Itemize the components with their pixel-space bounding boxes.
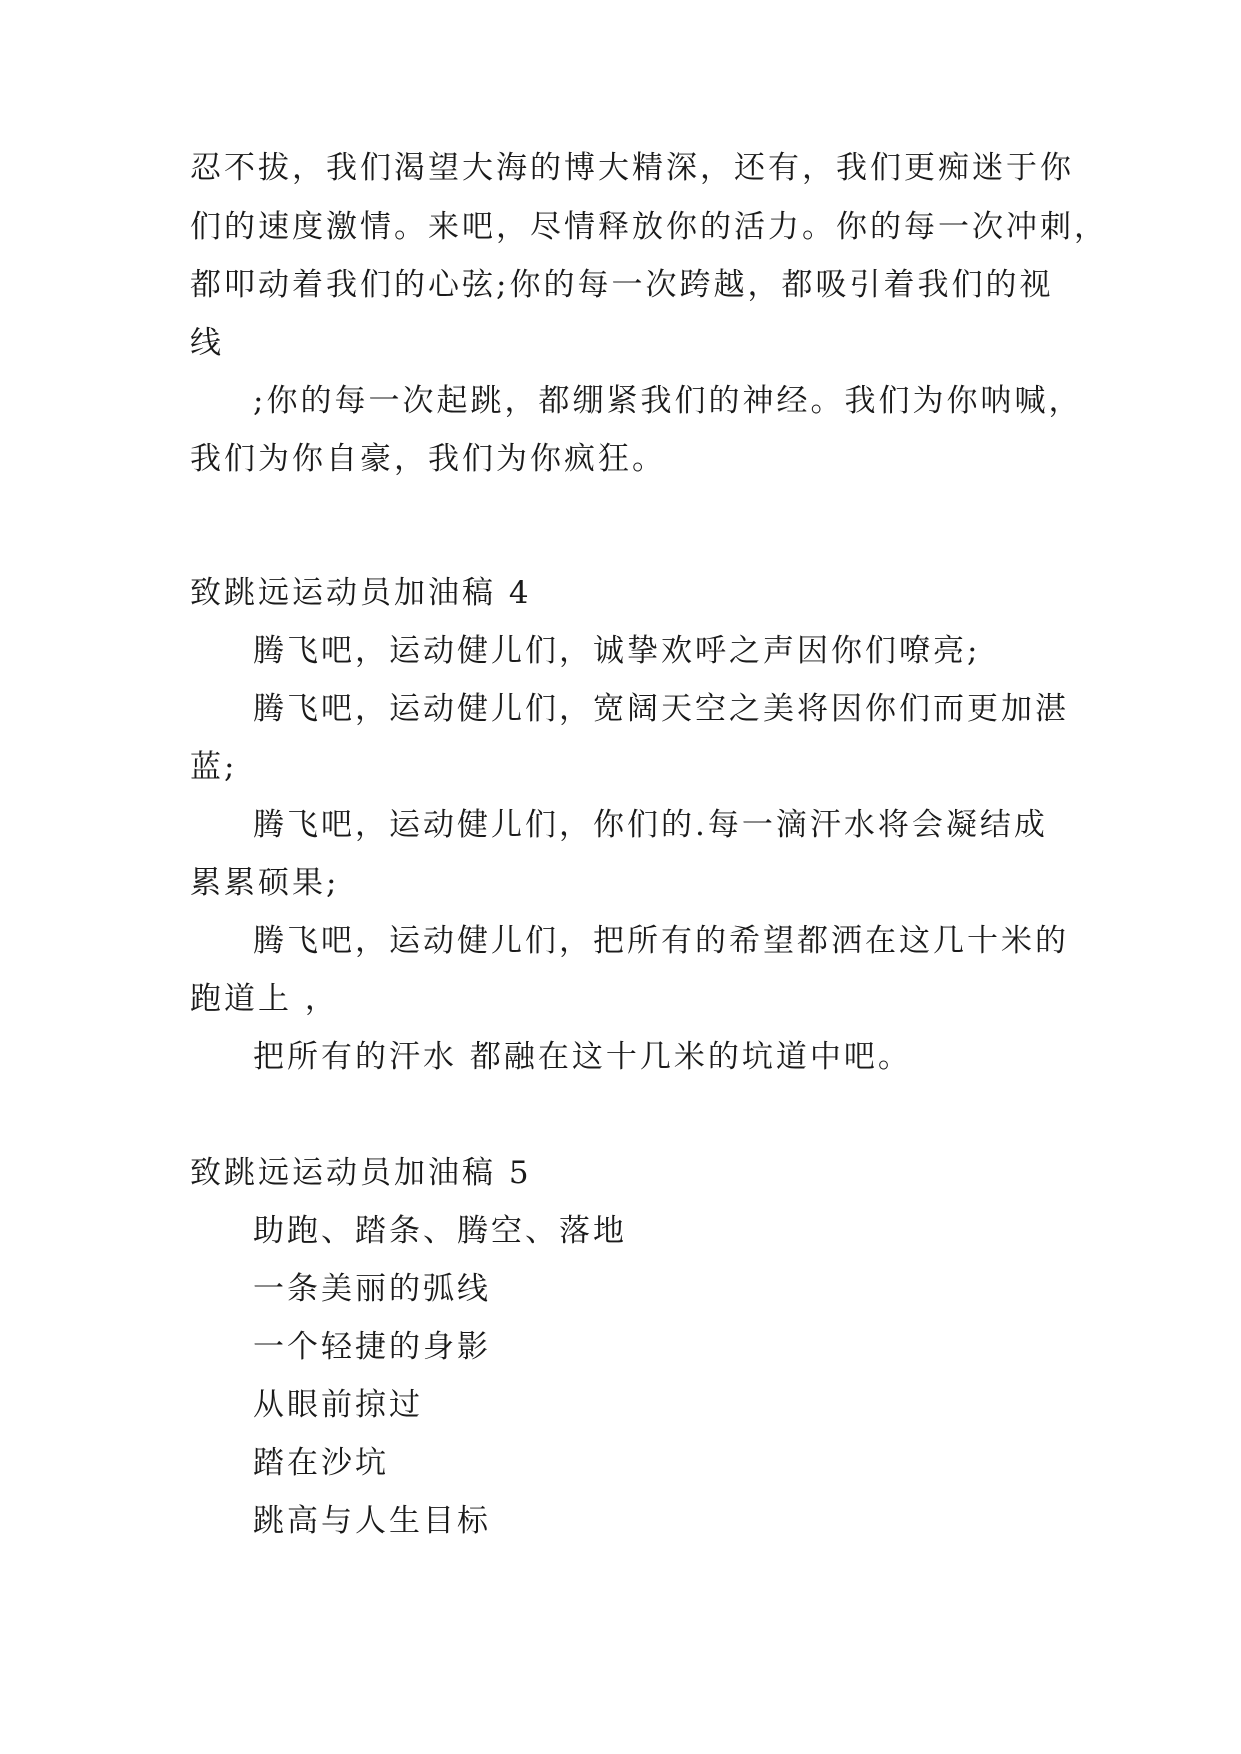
paragraph-line: 腾飞吧，运动健儿们，你们的.每一滴汗水将会凝结成 [253, 807, 1048, 843]
paragraph-line: 跳高与人生目标 [253, 1503, 491, 1539]
paragraph-line: 们的速度激情。来吧，尽情释放你的活力。你的每一次冲刺， [190, 209, 1108, 245]
paragraph-line: 腾飞吧，运动健儿们，把所有的希望都洒在这几十米的 [253, 923, 1069, 959]
paragraph-line: ;你的每一次起跳，都绷紧我们的神经。我们为你呐喊， [253, 383, 1083, 419]
paragraph-line: 一个轻捷的身影 [253, 1329, 491, 1365]
paragraph-line: 从眼前掠过 [253, 1387, 423, 1423]
paragraph-line: 跑道上 ， [190, 981, 339, 1017]
paragraph-line: 我们为你自豪，我们为你疯狂。 [190, 441, 666, 477]
paragraph-line: 踏在沙坑 [253, 1445, 389, 1481]
paragraph-line: 蓝; [190, 749, 238, 785]
paragraph-line: 一条美丽的弧线 [253, 1271, 491, 1307]
paragraph-line: 助跑、踏条、腾空、落地 [253, 1213, 627, 1249]
paragraph-line: 累累硕果; [190, 865, 340, 901]
paragraph-line: 忍不拔，我们渴望大海的博大精深，还有，我们更痴迷于你 [190, 150, 1074, 186]
paragraph-line: 腾飞吧，运动健儿们，宽阔天空之美将因你们而更加湛 [253, 691, 1069, 727]
section-title: 致跳远运动员加油稿 5 [190, 1155, 532, 1191]
paragraph-line: 腾飞吧，运动健儿们，诚挚欢呼之声因你们嘹亮; [253, 633, 981, 669]
section-title: 致跳远运动员加油稿 4 [190, 575, 532, 611]
paragraph-line: 把所有的汗水 都融在这十几米的坑道中吧。 [253, 1039, 912, 1075]
paragraph-line: 都叩动着我们的心弦;你的每一次跨越，都吸引着我们的视 [190, 267, 1054, 303]
paragraph-line: 线 [190, 325, 224, 361]
